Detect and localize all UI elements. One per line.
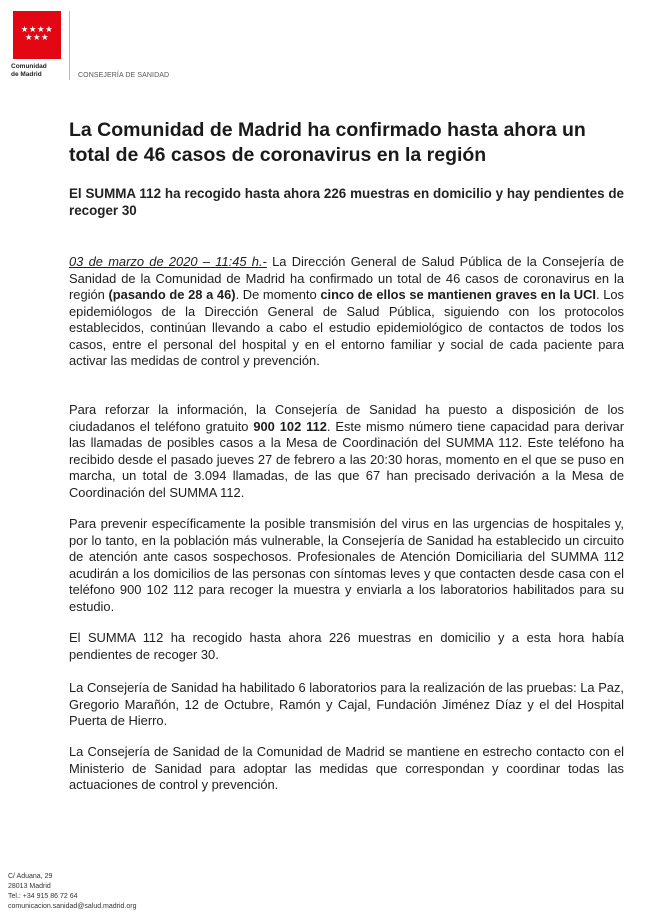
bold-text: (pasando de 28 a 46) [108, 287, 236, 302]
logo-line-1: Comunidad [11, 63, 47, 70]
bold-text: cinco de ellos se mantienen graves en la UCI [320, 287, 596, 302]
footer-address: C/ Aduana, 29 [8, 873, 53, 880]
paragraph-3: Para prevenir específicamente la posible transmisión del virus en las urgencias de hospitales y, por lo tanto, en la población más vulnerable, la Consejería de Sanidad ha establecido un circuito de atención ante casos sospechosos. Profesionales de Atención Domiciliaria del SUMMA 112 acudirán a los domicilios de las personas con síntomas leves y que contacten desde casa con el teléfono 900 102 112 para recoger la muestra y enviarla a los laboratorios habilitados para su estudio. [69, 516, 624, 614]
paragraph-5: La Consejería de Sanidad ha habilitado 6 laboratorios para la realización de las pruebas: La Paz, Gregorio Marañón, 12 de Octubre, Ramón y Cajal, Fundación Jiménez Díaz y el del Hospital Puerta de Hierro. [69, 680, 624, 728]
paragraph-6: La Consejería de Sanidad de la Comunidad de Madrid se mantiene en estrecho contacto con el Ministerio de Sanidad para adoptar las medidas que correspondan y coordinar todas las actuaciones de control y prevención. [69, 744, 624, 792]
logo-divider [69, 11, 70, 80]
press-release-title: La Comunidad de Madrid ha confirmado hasta ahora un total de 46 casos de coronavirus en la región [69, 119, 586, 166]
department-label: CONSEJERÍA DE SANIDAD [78, 72, 170, 79]
logo-line-2: de Madrid [11, 70, 42, 78]
footer-email[interactable]: comunicacion.sanidad@salud.madrid.org [8, 903, 137, 910]
paragraph-2 [69, 402, 624, 501]
text: Para reforzar la información, la Consejería de Sanidad ha puesto a disposición de los ciudadanos el teléfono gratuito [69, 402, 624, 434]
press-release-subtitle: El SUMMA 112 ha recogido hasta ahora 226 muestras en domicilio y hay pendientes de recoger 30 [69, 186, 624, 218]
paragraph-4: El SUMMA 112 ha recogido hasta ahora 226 muestras en domicilio y a esta hora había pendientes de recoger 30. [69, 630, 624, 662]
footer-city: 28013 Madrid [8, 883, 51, 890]
text: . Los epidemiólogos de la Dirección General de Salud Pública, siguiendo con los protocolos establecidos, continúan llevando a cabo el estudio epidemiológico de contactos de todos los casos, entre el personal del hospital y en el entorno familiar y social de cada paciente para activar las medidas de control y prevención. [69, 287, 624, 368]
logo-text [11, 63, 47, 78]
stars-icon: ★★★★ ★★★ [20, 24, 54, 42]
comunidad-madrid-logo-icon [13, 11, 61, 59]
footer-phone: Tel.: +34 915 86 72 64 [8, 893, 78, 900]
dateline: 03 de marzo de 2020 – 11:45 h.- [69, 254, 267, 269]
footer-contact [8, 872, 137, 912]
phone-number: 900 102 112 [253, 418, 327, 434]
text: . De momento [235, 287, 321, 302]
paragraph-1 [69, 254, 624, 370]
text: . Este mismo número tiene capacidad para derivar las llamadas de posibles casos a la Mesa de Coordinación del SUMMA 112. Este teléfono ha recibido desde el pasado jueves 27 de febrero a las 20:30 horas, momento en el que se puso en marcha, un total de 3.094 llamadas, de las que 67 han precisado derivación a la Mesa de Coordinación del SUMMA 112. [69, 418, 624, 500]
text: La Dirección General de Salud Pública de la Consejería de Sanidad de la Comunidad de Madrid ha confirmado un total de 46 casos de coronavirus en la región [69, 254, 625, 302]
